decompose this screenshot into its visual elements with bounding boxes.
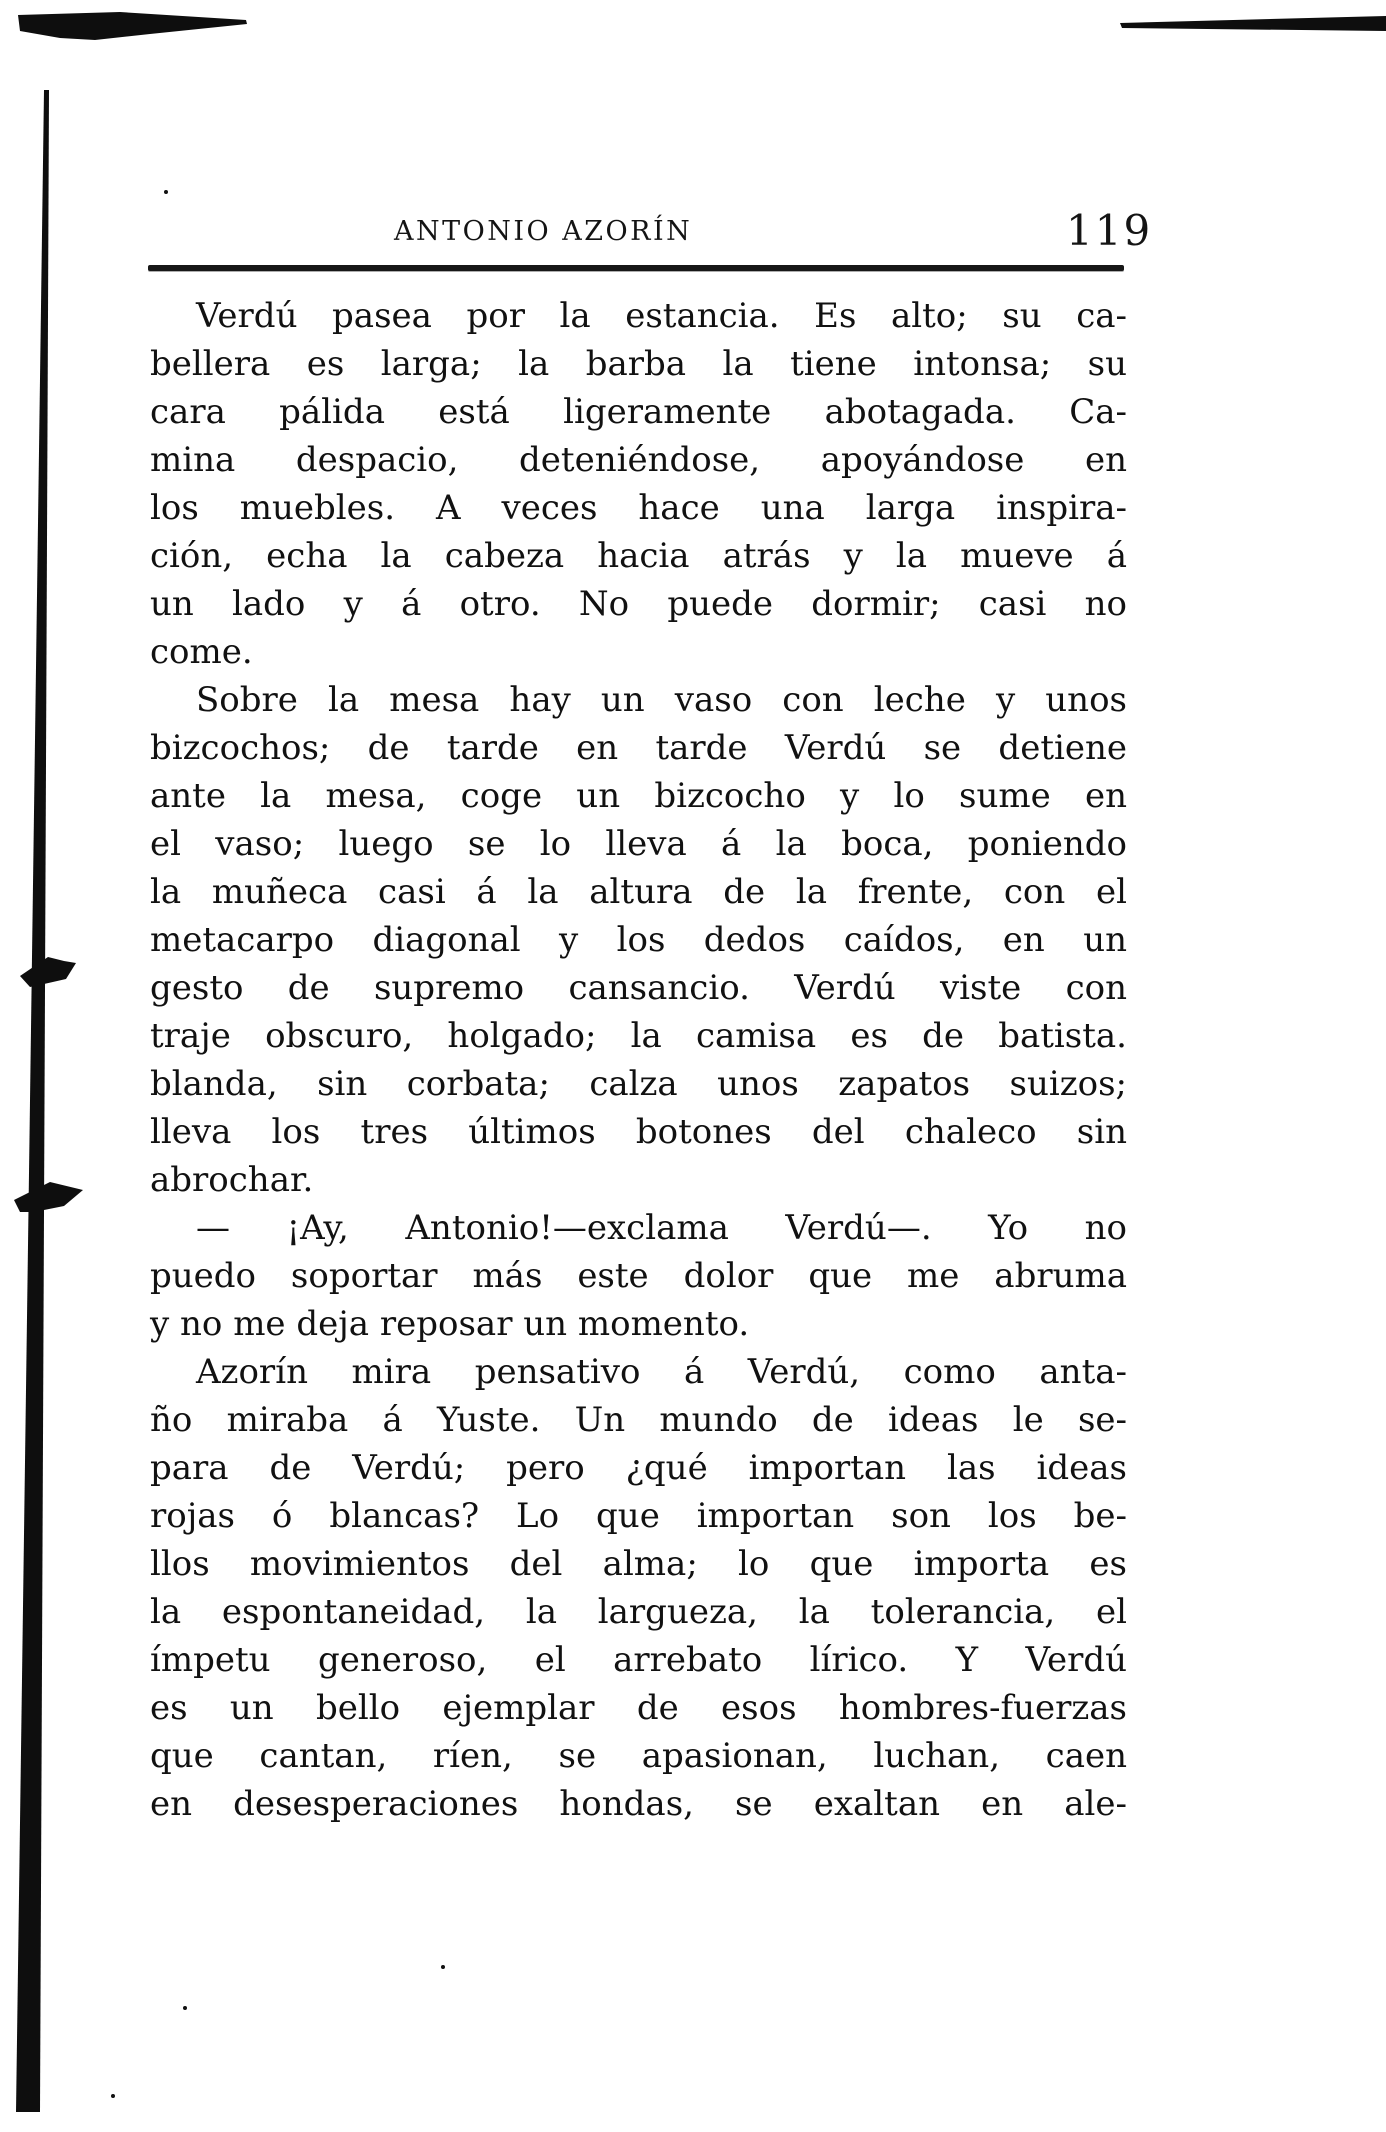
text-line: gesto de supremo cansancio. Verdú viste con (150, 968, 1127, 1008)
text-line: la muñeca casi á la altura de la frente, con el (150, 872, 1127, 912)
paragraph (150, 1204, 1127, 1348)
scan-speck (441, 1965, 445, 1969)
text-line: — ¡Ay, Antonio!—exclama Verdú—. Yo no (196, 1208, 1127, 1248)
text-line: los muebles. A veces hace una larga inspira- (150, 488, 1127, 528)
page-number: 119 (1066, 206, 1153, 255)
text-line: Azorín mira pensativo á Verdú, como anta- (196, 1352, 1127, 1392)
ink-blot-lower (14, 1182, 83, 1212)
binding-line (16, 90, 49, 2112)
running-title: ANTONIO AZORÍN (394, 216, 693, 247)
ink-blot-upper (20, 957, 76, 987)
scan-speck (183, 2006, 187, 2010)
text-line: ción, echa la cabeza hacia atrás y la mueve á (150, 536, 1127, 576)
text-line: para de Verdú; pero ¿qué importan las ideas (150, 1448, 1127, 1488)
text-line: es un bello ejemplar de esos hombres-fuerzas (150, 1688, 1127, 1728)
text-line: que cantan, ríen, se apasionan, luchan, caen (150, 1736, 1127, 1776)
text-line: abrochar. (150, 1160, 314, 1200)
text-line: lleva los tres últimos botones del chaleco sin (150, 1112, 1127, 1152)
text-line: traje obscuro, holgado; la camisa es de batista. (150, 1016, 1127, 1056)
text-line: bellera es larga; la barba la tiene intonsa; su (150, 344, 1127, 384)
text-line: mina despacio, deteniéndose, apoyándose en (150, 440, 1127, 480)
scan-speck (111, 2094, 115, 2098)
header-rule (148, 265, 1124, 271)
paragraph (150, 676, 1127, 1204)
running-header (0, 0, 1386, 260)
text-line: rojas ó blancas? Lo que importan son los be- (150, 1496, 1127, 1536)
text-line: y no me deja reposar un momento. (150, 1304, 750, 1344)
text-line: en desesperaciones hondas, se exaltan en ale- (150, 1784, 1127, 1824)
text-line: metacarpo diagonal y los dedos caídos, en un (150, 920, 1127, 960)
text-line: come. (150, 632, 253, 672)
text-line: llos movimientos del alma; lo que importa es (150, 1544, 1127, 1584)
text-line: el vaso; luego se lo lleva á la boca, poniendo (150, 824, 1127, 864)
paragraph (150, 1348, 1127, 1828)
text-line: la espontaneidad, la largueza, la tolerancia, el (150, 1592, 1127, 1632)
text-line: ímpetu generoso, el arrebato lírico. Y Verdú (150, 1640, 1127, 1680)
text-line: ño miraba á Yuste. Un mundo de ideas le se- (150, 1400, 1127, 1440)
text-line: Verdú pasea por la estancia. Es alto; su ca- (196, 296, 1127, 336)
text-line: bizcochos; de tarde en tarde Verdú se detiene (150, 728, 1127, 768)
text-line: blanda, sin corbata; calza unos zapatos suizos; (150, 1064, 1127, 1104)
paragraph (150, 292, 1127, 676)
text-line: cara pálida está ligeramente abotagada. Ca- (150, 392, 1127, 432)
text-line: Sobre la mesa hay un vaso con leche y unos (196, 680, 1127, 720)
text-block (150, 292, 1127, 1828)
text-line: un lado y á otro. No puede dormir; casi no (150, 584, 1127, 624)
text-line: puedo soportar más este dolor que me abruma (150, 1256, 1127, 1296)
text-line: ante la mesa, coge un bizcocho y lo sume en (150, 776, 1127, 816)
